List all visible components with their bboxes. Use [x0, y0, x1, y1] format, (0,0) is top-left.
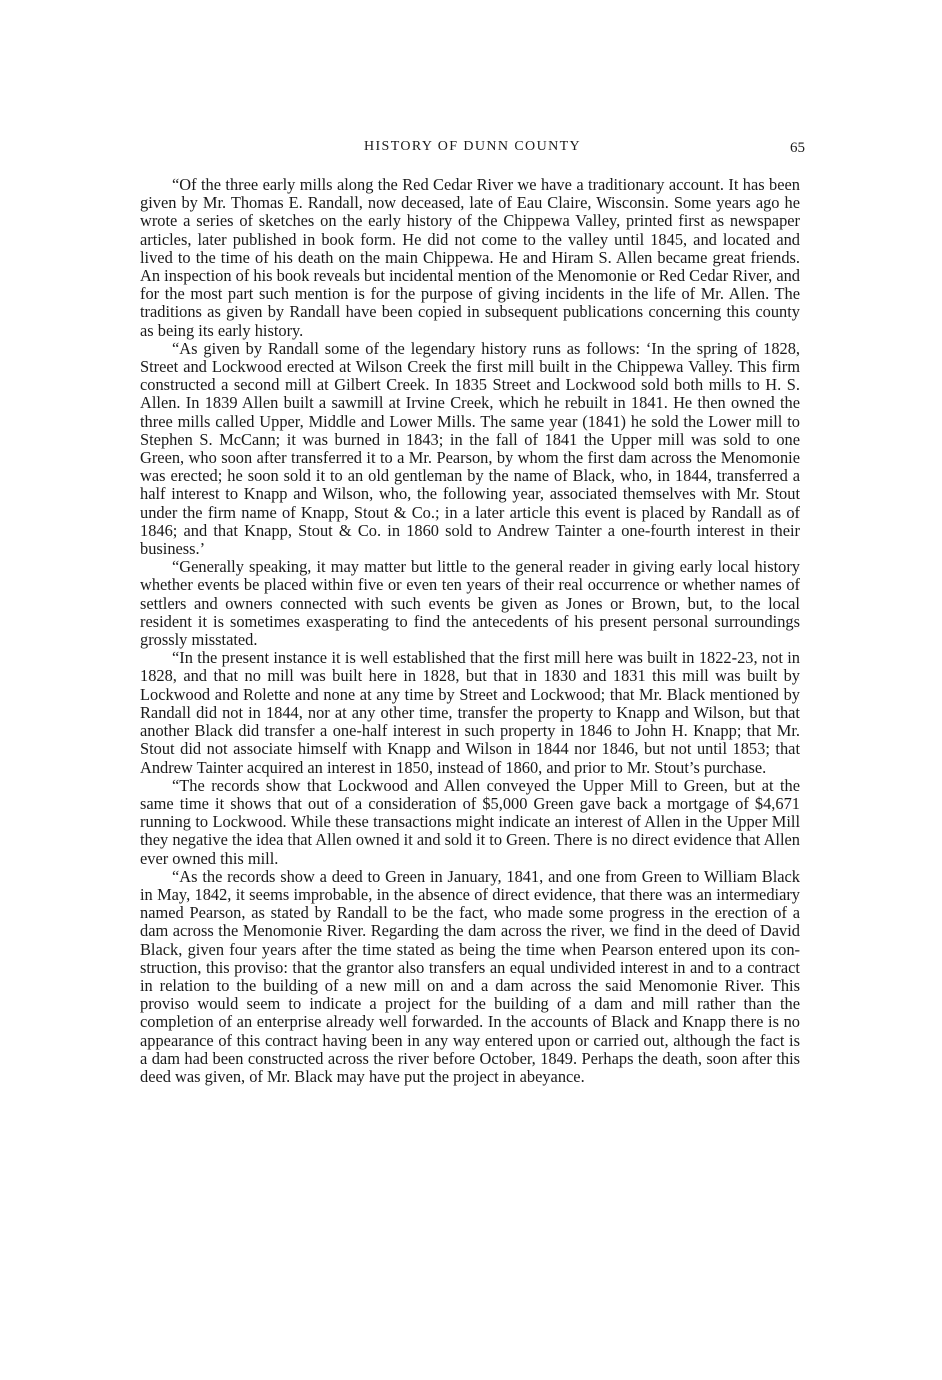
- page-number: 65: [790, 140, 805, 156]
- paragraph-randall-legendary-history: “As given by Randall some of the legendary history runs as follows: ‘In the spring of 1828, Street and Lockwood erected at Wilson Creek the first mill built in the Chippewa Valley. This firm constructed a second mill at Gilbert Creek. In 1835 Street and Lockwood sold both mills to H. S. Allen. In 1839 Allen built a sawmill at Irvine Creek, which he rebuilt in 1841. He then owned the three mills called Upper, Middle and Lower Mills. The same year (1841) he sold the Lower mill to Stephen S. McCann; it was burned in 1843; in the fall of 1841 the Upper mill was sold to one Green, who soon after transferred it to a Mr. Pearson, by whom the first dam across the Menomonie was erected; he soon sold it to an old gentleman by the name of Black, who, in 1844, transferred a half interest to Knapp and Wilson, who, the following year, associated themselves with Mr. Stout under the firm name of Knapp, Stout & Co.; in a later article this event is placed by Randall as of 1846; and that Knapp, Stout & Co. in 1860 sold to Andrew Tainter a one-fourth interest in their business.’: [140, 338, 800, 559]
- paragraph-traditionary-account: “Of the three early mills along the Red Cedar River we have a traditionary account. It has been given by Mr. Thomas E. Randall, now deceased, late of Eau Claire, Wisconsin. Some years ago he wrote a series of sketches on the early history of the Chippewa Valley, printed first as newspaper articles, later published in book form. He did not come to the valley until 1845, and located and lived to the time of his death on the main Chippewa. He and Hiram S. Allen became great friends. An inspection of his book reveals but incidental mention of the Menomonie or Red Cedar River, and for the most part such mention is for the purpose of giving incidents in the life of Mr. Allen. The traditions as given by Randall have been copied in subsequent publications concerning this county as being its early history.: [140, 175, 800, 340]
- paragraph-deed-to-green: “As the records show a deed to Green in January, 1841, and one from Green to William Black in May, 1842, it seems improbable, in the absence of direct evidence, that there was an intermediary named Pearson, as stated by Randall to be the fact, who made some progress in the erection of a dam across the Menomonie River. Regarding the dam across the river, we find in the deed of David Black, given four years after the time stated as being the time when Pearson entered upon its construction, this proviso: that the grantor also transfers an equal undivided interest in and to a contract in relation to the building of a new mill on and a dam across the said Menomonie River. This proviso would seem to indicate a project for the building of a dam and mill rather than the completion of an enterprise already well forwarded. In the accounts of Black and Knapp there is no appearance of this contract having been in any way entered upon or carried out, although the fact is a dam had been constructed across the river before October, 1849. Perhaps the death, soon after this deed was given, of Mr. Black may have put the project in abeyance.: [140, 866, 800, 1086]
- running-head: [140, 139, 805, 161]
- paragraph-present-instance: “In the present instance it is well established that the first mill here was built in 1822-23, not in 1828, and that no mill was built here in 1828, but that in 1830 and 1831 this mill was built by Lockwood and Rolette and none at any time by Street and Lockwood; that Mr. Black mentioned by Randall did not in 1844, nor at any other time, transfer the property to Knapp and Wilson, but that another Black did transfer a one-half interest in such property in 1846 to John H. Knapp; that Mr. Stout did not associate himself with Knapp and Wilson in 1844 nor 1846, but not until 1853; that Andrew Tainter acquired an interest in 1850, instead of 1860, and prior to Mr. Stout’s purchase.: [140, 648, 800, 777]
- paragraph-generally-speaking: “Generally speaking, it may matter but little to the general reader in giving early local history whether events be placed within five or even ten years of their real occurrence or whether names of settlers and owners connected with such events be given as Jones or Brown, but, to the local resident it is sometimes exasperating to find the antecedents of his present personal surroundings grossly misstated.: [140, 557, 800, 650]
- paragraph-records-upper-mill: “The records show that Lockwood and Allen conveyed the Upper Mill to Green, but at the same time it shows that out of a consideration of $5,000 Green gave back a mortgage of $4,671 running to Lockwood. While these transactions might indicate an interest of Allen in the Upper Mill they negative the idea that Allen owned it and sold it to Green. There is no direct evidence that Allen ever owned this mill.: [140, 775, 800, 868]
- body-text: [140, 176, 800, 1086]
- running-title: HISTORY OF DUNN COUNTY: [363, 139, 582, 154]
